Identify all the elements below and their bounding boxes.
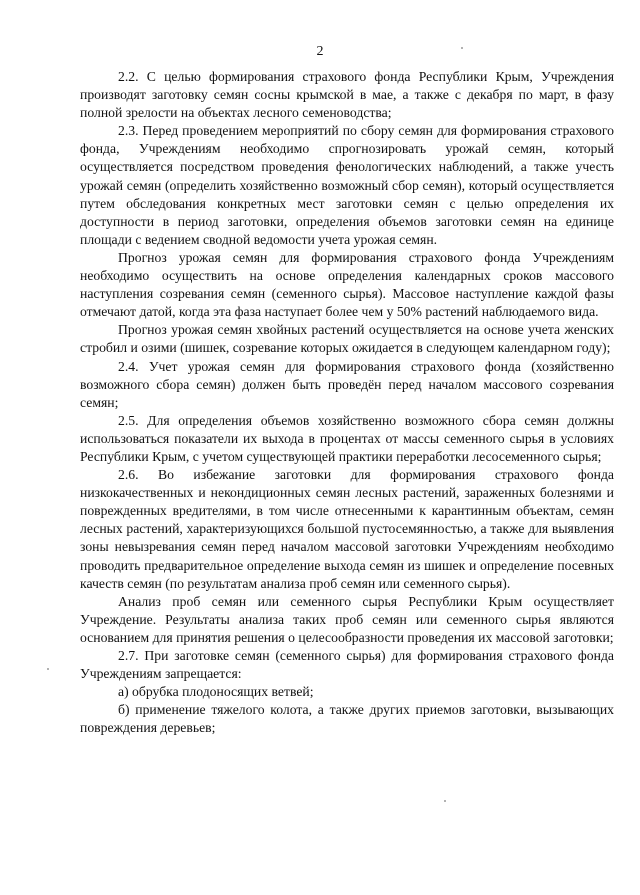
- paragraph-2-2: 2.2. С целью формирования страхового фонда Республики Крым, Учреждения производят заготовку семян сосны крымской в мае, а также с декабря по март, в фазу полной зрелости на объектах лесного семеноводства;: [80, 69, 614, 121]
- scan-speck: [444, 800, 446, 802]
- document-body: [80, 68, 614, 737]
- page-number: 2: [316, 44, 324, 59]
- paragraph-seed-yield-forecast: Прогноз урожая семян для формирования страхового фонда Учреждениям необходимо осуществить на основе определения календарных сроков массового наступления созревания семян (семенного сырья). Массовое наступление каждой фазы отмечают датой, когда эта фаза наступает более чем у 50% растений наблюдаемого вида.: [80, 249, 614, 320]
- scan-speck: [461, 47, 463, 49]
- paragraph-sample-analysis: Анализ проб семян или семенного сырья Республики Крым осуществляет Учреждение. Результаты анализа таких проб семян или семенного сырья являются основанием для принятия решения о целесообразности проведения их массовой заготовки;: [80, 593, 614, 645]
- paragraph-2-3: 2.3. Перед проведением мероприятий по сбору семян для формирования страхового фонда, Учреждениям необходимо спрогнозировать урожай семян, который осуществляется посредством проведения фенологических наблюдений, а также учесть урожай семян (определить хозяйственно возможный сбор семян), который осуществляется путем обследования конкретных мест заготовки семян с целью определения их доступности в период заготовки, определения объемов заготовки семян на единице площади с ведением сводной ведомости учета урожая семян.: [80, 123, 614, 247]
- list-item-b: б) применение тяжелого колота, а также других приемов заготовки, вызывающих повреждения деревьев;: [80, 702, 614, 736]
- paragraph-2-4: 2.4. Учет урожая семян для формирования страхового фонда (хозяйственно возможного сбора семян) должен быть проведён перед началом массового созревания семян;: [80, 358, 614, 410]
- paragraph-conifer-forecast: Прогноз урожая семян хвойных растений осуществляется на основе учета женских стробил и озими (шишек, созревание которых ожидается в следующем календарном году);: [80, 322, 614, 356]
- paragraph-2-7: 2.7. При заготовке семян (семенного сырья) для формирования страхового фонда Учреждениям запрещается:: [80, 648, 614, 682]
- paragraph-2-6: 2.6. Во избежание заготовки для формирования страхового фонда низкокачественных и некондиционных семян лесных растений, зараженных болезнями и поврежденных вредителями, в том числе отнесенными к карантинным объектам, семян лесных растений, характеризующихся большой пустосемянностью, а также для выявления зоны невызревания семян перед началом массовой заготовки Учреждениям необходимо проводить предварительное определение выхода семян из шишек и определение посевных качеств семян (по результатам анализа проб семян или семенного сырья).: [80, 467, 614, 591]
- scan-speck: [47, 668, 49, 670]
- list-item-a: а) обрубка плодоносящих ветвей;: [118, 684, 314, 700]
- paragraph-2-5: 2.5. Для определения объемов хозяйственно возможного сбора семян должны использоваться показатели их выхода в процентах от массы семенного сырья в условиях Республики Крым, с учетом существующей практики переработки лесосеменного сырья;: [80, 412, 614, 464]
